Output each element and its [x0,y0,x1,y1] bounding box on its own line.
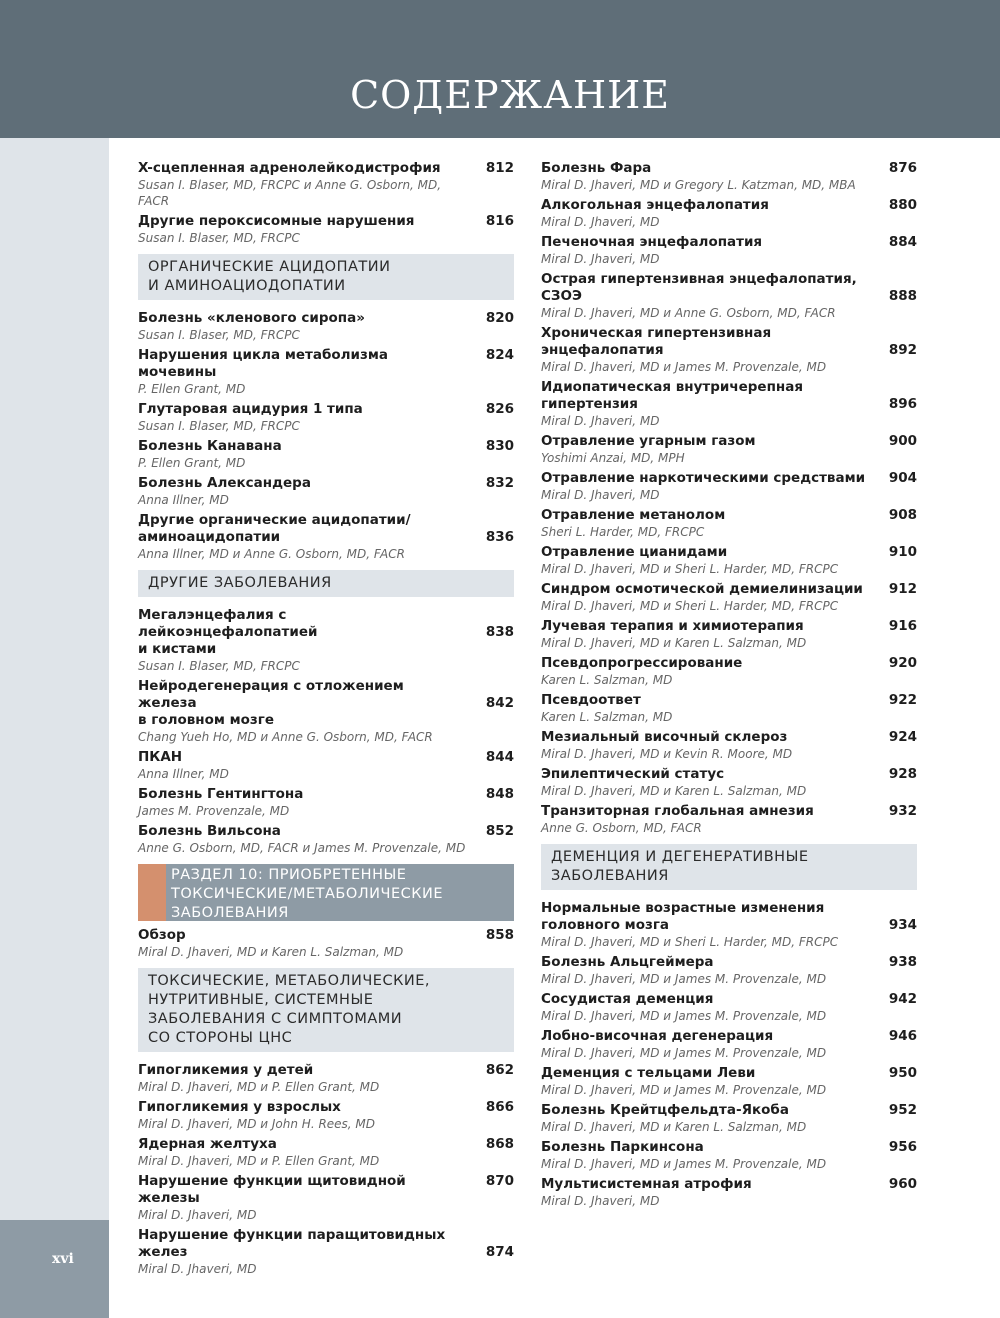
entry-title: Болезнь Паркинсона [541,1139,704,1155]
entry-page-number: 820 [485,310,514,326]
entry-title: в головном мозге [138,712,274,728]
toc-entry[interactable] [138,347,514,397]
entry-authors: Miral D. Jhaveri, MD и Gregory L. Katzman, MD, MBA [541,178,856,192]
toc-entry[interactable] [541,900,917,950]
entry-authors: James M. Provenzale, MD [138,804,290,818]
toc-entry[interactable] [541,197,917,230]
entry-authors: Miral D. Jhaveri, MD и Sheri L. Harder, MD, FRCPC [541,599,839,613]
section-heading [138,968,514,1052]
entry-page-number: 912 [888,581,917,597]
toc-entry[interactable] [541,954,917,987]
entry-authors: Miral D. Jhaveri, MD и Karen L. Salzman, MD [541,1120,807,1134]
entry-title: аминоацидопатии [138,529,281,545]
section-heading [138,254,514,300]
entry-title: Болезнь Гентингтона [138,786,304,802]
entry-page-number: 870 [485,1173,514,1189]
entry-page-number: 924 [888,729,917,745]
entry-page-number: 844 [485,749,514,765]
entry-authors: Miral D. Jhaveri, MD [541,252,660,266]
toc-entry[interactable] [541,692,917,725]
section-heading [541,844,917,890]
toc-entry[interactable] [541,433,917,466]
entry-page-number: 938 [888,954,917,970]
entry-title: Отравление цианидами [541,544,728,560]
entry-authors: Karen L. Salzman, MD [541,673,673,687]
entry-title: гипертензия [541,396,638,412]
entry-title: Отравление угарным газом [541,433,756,449]
entry-authors: Miral D. Jhaveri, MD и Kevin R. Moore, MD [541,747,793,761]
entry-authors: Miral D. Jhaveri, MD и James M. Provenzale, MD [541,1009,827,1023]
entry-authors: Anna Illner, MD и Anne G. Osborn, MD, FACR [138,547,405,561]
entry-page-number: 830 [485,438,514,454]
entry-page-number: 960 [888,1176,917,1192]
entry-page-number: 858 [485,927,514,943]
page-title: СОДЕРЖАНИЕ [350,73,670,117]
entry-page-number: 920 [888,655,917,671]
entry-authors: Miral D. Jhaveri, MD и P. Ellen Grant, MD [138,1080,380,1094]
entry-page-number: 824 [485,347,514,363]
entry-title: СЗОЭ [541,288,582,304]
entry-page-number: 946 [888,1028,917,1044]
toc-entry[interactable] [138,927,514,960]
entry-authors: Miral D. Jhaveri, MD [541,215,660,229]
entry-title: Псевдопрогрессирование [541,655,743,671]
entry-page-number: 892 [888,342,917,358]
entry-authors: Susan I. Blaser, MD, FRCPC и Anne G. Osborn, MD, [138,178,442,192]
entry-authors: Susan I. Blaser, MD, FRCPC [138,419,300,433]
entry-authors: Miral D. Jhaveri, MD и Sheri L. Harder, MD, FRCPC [541,562,839,576]
entry-title: Идиопатическая внутричерепная [541,379,804,395]
toc-entry[interactable] [138,213,514,246]
entry-authors: Anna Illner, MD [138,767,229,781]
page-number: xvi [52,1251,74,1267]
entry-page-number: 904 [888,470,917,486]
entry-page-number: 876 [888,160,917,176]
entry-title: Обзор [138,927,186,943]
entry-title: Мегалэнцефалия с лейкоэнцефалопатией [138,607,318,640]
entry-page-number: 880 [888,197,917,213]
entry-title: Болезнь Крейтцфельдта-Якоба [541,1102,789,1118]
entry-page-number: 956 [888,1139,917,1155]
entry-page-number: 868 [485,1136,514,1152]
entry-authors: Susan I. Blaser, MD, FRCPC [138,328,300,342]
toc-entry[interactable] [541,1139,917,1172]
entry-authors: Miral D. Jhaveri, MD и Karen L. Salzman, MD [138,945,404,959]
header-banner [0,0,1000,138]
entry-title: Другие органические ацидопатии/ [138,512,411,528]
section-heading [138,570,514,597]
entry-title: Болезнь Канавана [138,438,282,454]
entry-title: Ядерная желтуха [138,1136,277,1152]
entry-title: Алкогольная энцефалопатия [541,197,769,213]
part-heading-line: ЗАБОЛЕВАНИЯ [171,905,289,921]
section-heading-line: СО СТОРОНЫ ЦНС [148,1030,293,1046]
toc-column-right [541,160,917,1213]
toc-entry[interactable] [138,1227,514,1277]
toc-entry[interactable] [138,749,514,782]
entry-page-number: 928 [888,766,917,782]
entry-title: Нормальные возрастные изменения [541,900,825,916]
entry-title: X-сцепленная адренолейкодистрофия [138,160,441,176]
part-heading-line: ТОКСИЧЕСКИЕ/МЕТАБОЛИЧЕСКИЕ [171,886,444,902]
entry-title: Деменция с тельцами Леви [541,1065,756,1081]
entry-page-number: 952 [888,1102,917,1118]
toc-entry[interactable] [541,618,917,651]
section-heading-line: ОРГАНИЧЕСКИЕ АЦИДОПАТИИ [148,259,391,275]
entry-title: Мультисистемная атрофия [541,1176,752,1192]
toc-entry[interactable] [541,729,917,762]
entry-page-number: 910 [888,544,917,560]
entry-page-number: 908 [888,507,917,523]
toc-entry[interactable] [138,475,514,508]
toc-entry[interactable] [138,512,514,562]
entry-page-number: 888 [888,288,917,304]
entry-authors: Yoshimi Anzai, MD, MPH [541,451,685,465]
entry-page-number: 942 [888,991,917,1007]
entry-title: Нарушения цикла метаболизма мочевины [138,347,389,380]
entry-page-number: 832 [485,475,514,491]
entry-title: Отравление метанолом [541,507,726,523]
entry-title: Хроническая гипертензивная [541,325,772,341]
toc-entry[interactable] [541,507,917,540]
entry-title: Печеночная энцефалопатия [541,234,763,250]
toc-entry[interactable] [138,786,514,819]
entry-title: Лучевая терапия и химиотерапия [541,618,804,634]
entry-title: Транзиторная глобальная амнезия [541,803,814,819]
toc-entry[interactable] [541,470,917,503]
entry-title: Лобно-височная дегенерация [541,1028,774,1044]
part-heading [138,864,514,921]
entry-title: Эпилептический статус [541,766,725,782]
entry-page-number: 922 [888,692,917,708]
entry-page-number: 826 [485,401,514,417]
entry-title: Острая гипертензивная энцефалопатия, [541,271,857,287]
entry-authors: Miral D. Jhaveri, MD и Anne G. Osborn, MD, FACR [541,306,836,320]
toc-entry[interactable] [138,1062,514,1095]
entry-authors: FACR [138,194,170,208]
entry-authors: P. Ellen Grant, MD [138,382,246,396]
entry-authors: Miral D. Jhaveri, MD и James M. Provenzale, MD [541,1157,827,1171]
entry-page-number: 842 [485,695,514,711]
entry-title: головного мозга [541,917,669,933]
toc-column-left [138,160,514,1281]
toc-entry[interactable] [541,234,917,267]
entry-page-number: 812 [485,160,514,176]
section-heading-line: ЗАБОЛЕВАНИЯ [551,868,669,884]
toc-entry[interactable] [541,1065,917,1098]
entry-authors: Sheri L. Harder, MD, FRCPC [541,525,705,539]
entry-title: и кистами [138,641,217,657]
entry-authors: Susan I. Blaser, MD, FRCPC [138,659,300,673]
entry-title: Глутаровая ацидурия 1 типа [138,401,363,417]
entry-page-number: 916 [888,618,917,634]
entry-title: Нарушение функции щитовидной железы [138,1173,406,1206]
entry-authors: Miral D. Jhaveri, MD и Sheri L. Harder, MD, FRCPC [541,935,839,949]
section-heading-line: ДЕМЕНЦИЯ И ДЕГЕНЕРАТИВНЫЕ [551,849,809,865]
toc-entry[interactable] [541,1176,917,1209]
toc-entry[interactable] [138,1099,514,1132]
toc-entry[interactable] [541,581,917,614]
part-heading-text [171,866,508,923]
entry-authors: Miral D. Jhaveri, MD [541,414,660,428]
toc-entry[interactable] [541,544,917,577]
section-heading-line: И АМИНОАЦИОДОПАТИИ [148,278,346,294]
entry-authors: Chang Yueh Ho, MD и Anne G. Osborn, MD, FACR [138,730,433,744]
entry-authors: Miral D. Jhaveri, MD и James M. Provenzale, MD [541,1083,827,1097]
entry-page-number: 852 [485,823,514,839]
toc-entry[interactable] [541,325,917,375]
entry-title: Гипогликемия у взрослых [138,1099,341,1115]
entry-authors: Miral D. Jhaveri, MD [138,1208,257,1222]
entry-title: Болезнь «кленового сиропа» [138,310,365,326]
entry-authors: Miral D. Jhaveri, MD и Karen L. Salzman, MD [541,784,807,798]
toc-entry[interactable] [138,823,514,856]
left-margin-band [0,138,109,1220]
entry-authors: P. Ellen Grant, MD [138,456,246,470]
entry-authors: Miral D. Jhaveri, MD и John H. Rees, MD [138,1117,376,1131]
toc-entry[interactable] [138,1173,514,1223]
toc-entry[interactable] [541,160,917,193]
section-heading-line: ТОКСИЧЕСКИЕ, МЕТАБОЛИЧЕСКИЕ, [148,973,430,989]
toc-entry[interactable] [138,438,514,471]
toc-entry[interactable] [541,379,917,429]
toc-entry[interactable] [138,607,514,674]
toc-entry[interactable] [138,401,514,434]
toc-entry[interactable] [541,766,917,799]
entry-authors: Anna Illner, MD [138,493,229,507]
part-color-tab [138,864,166,921]
entry-title: Отравление наркотическими средствами [541,470,866,486]
entry-page-number: 934 [888,917,917,933]
entry-title: Гипогликемия у детей [138,1062,314,1078]
toc-entry[interactable] [541,271,917,321]
toc-entry[interactable] [138,160,514,209]
toc-entry[interactable] [138,310,514,343]
entry-title: Синдром осмотической демиелинизации [541,581,863,597]
entry-page-number: 848 [485,786,514,802]
toc-entry[interactable] [138,678,514,745]
section-heading-line: ДРУГИЕ ЗАБОЛЕВАНИЯ [148,575,332,591]
entry-authors: Miral D. Jhaveri, MD [138,1262,257,1276]
entry-page-number: 816 [485,213,514,229]
entry-page-number: 896 [888,396,917,412]
entry-authors: Miral D. Jhaveri, MD [541,1194,660,1208]
entry-page-number: 874 [485,1244,514,1260]
toc-entry[interactable] [541,655,917,688]
entry-page-number: 838 [485,624,514,640]
part-heading-line: РАЗДЕЛ 10: ПРИОБРЕТЕННЫЕ [171,867,407,883]
footer-tab [0,1220,109,1318]
entry-title: Болезнь Фара [541,160,652,176]
entry-authors: Anne G. Osborn, MD, FACR [541,821,702,835]
section-heading-line: ЗАБОЛЕВАНИЯ С СИМПТОМАМИ [148,1011,403,1027]
entry-page-number: 866 [485,1099,514,1115]
entry-page-number: 950 [888,1065,917,1081]
entry-title: Болезнь Вильсона [138,823,281,839]
section-heading-line: НУТРИТИВНЫЕ, СИСТЕМНЫЕ [148,992,374,1008]
entry-page-number: 932 [888,803,917,819]
entry-page-number: 836 [485,529,514,545]
entry-title: Болезнь Александера [138,475,311,491]
entry-authors: Miral D. Jhaveri, MD и P. Ellen Grant, MD [138,1154,380,1168]
toc-entry[interactable] [541,803,917,836]
entry-authors: Miral D. Jhaveri, MD и Karen L. Salzman, MD [541,636,807,650]
toc-entry[interactable] [541,991,917,1024]
toc-entry[interactable] [541,1028,917,1061]
entry-title: Мезиальный височный склероз [541,729,788,745]
entry-title: энцефалопатия [541,342,664,358]
entry-title: Болезнь Альцгеймера [541,954,714,970]
entry-page-number: 900 [888,433,917,449]
entry-title: Сосудистая деменция [541,991,714,1007]
entry-page-number: 862 [485,1062,514,1078]
entry-title: ПКАН [138,749,183,765]
entry-title: Нейродегенерация с отложением железа [138,678,404,711]
entry-title: Нарушение функции паращитовидных [138,1227,446,1243]
toc-entry[interactable] [138,1136,514,1169]
entry-authors: Anne G. Osborn, MD, FACR и James M. Provenzale, MD [138,841,466,855]
entry-authors: Karen L. Salzman, MD [541,710,673,724]
entry-authors: Miral D. Jhaveri, MD [541,488,660,502]
entry-title: желез [138,1244,188,1260]
toc-entry[interactable] [541,1102,917,1135]
entry-title: Псевдоответ [541,692,641,708]
entry-authors: Miral D. Jhaveri, MD и James M. Provenzale, MD [541,1046,827,1060]
entry-authors: Miral D. Jhaveri, MD и James M. Provenzale, MD [541,360,827,374]
entry-authors: Miral D. Jhaveri, MD и James M. Provenzale, MD [541,972,827,986]
entry-title: Другие пероксисомные нарушения [138,213,415,229]
entry-page-number: 884 [888,234,917,250]
entry-authors: Susan I. Blaser, MD, FRCPC [138,231,300,245]
